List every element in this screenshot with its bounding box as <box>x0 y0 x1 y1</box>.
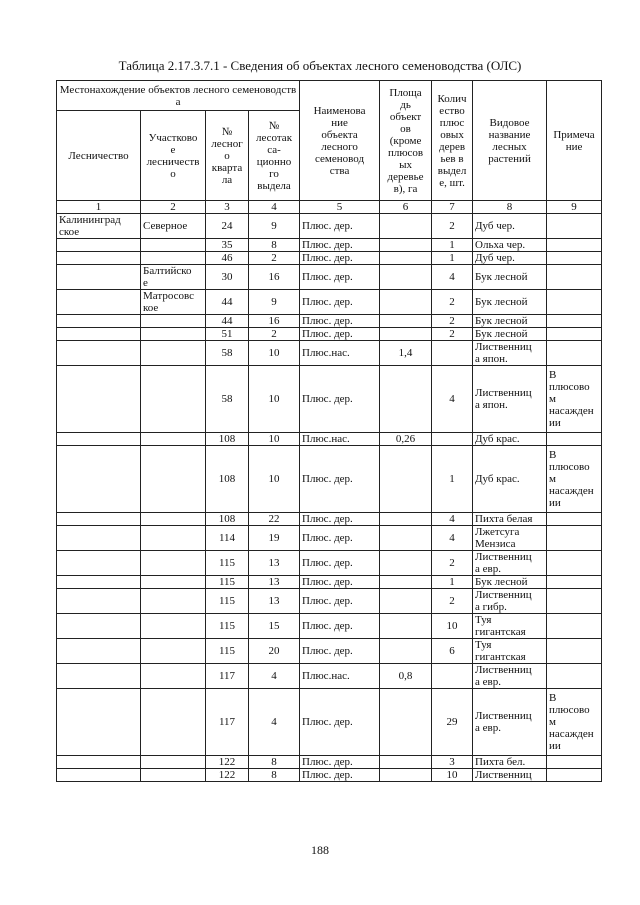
count-cell: 2 <box>432 551 473 576</box>
object-name-cell: Плюс. дер. <box>300 366 380 433</box>
count-cell: 1 <box>432 239 473 252</box>
column-number: 6 <box>380 201 432 214</box>
column-number: 5 <box>300 201 380 214</box>
note-cell <box>547 315 602 328</box>
area-cell <box>380 513 432 526</box>
area-cell <box>380 265 432 290</box>
count-cell: 3 <box>432 756 473 769</box>
lesnichestvo-cell <box>57 252 141 265</box>
uchastkovoe-cell <box>141 433 206 446</box>
object-name-cell: Плюс. дер. <box>300 576 380 589</box>
table-row <box>57 756 602 769</box>
species-cell: Туя гигантская <box>473 614 547 639</box>
seed-objects-table <box>56 80 602 782</box>
header-object-name: Наименова ние объекта лесного семеновод ства <box>300 81 380 201</box>
note-cell <box>547 239 602 252</box>
lesnichestvo-cell <box>57 576 141 589</box>
vydel-cell: 13 <box>249 576 300 589</box>
table-title: Таблица 2.17.3.7.1 - Сведения об объектах лесного семеноводства (ОЛС) <box>118 58 522 73</box>
uchastkovoe-cell <box>141 756 206 769</box>
object-name-cell: Плюс. дер. <box>300 446 380 513</box>
header-species: Видовое название лесных растений <box>473 81 547 201</box>
vydel-cell: 10 <box>249 433 300 446</box>
lesnichestvo-cell <box>57 341 141 366</box>
count-cell: 10 <box>432 614 473 639</box>
header-kvartal: № лесног о кварта ла <box>206 111 249 201</box>
uchastkovoe-cell <box>141 664 206 689</box>
vydel-cell: 16 <box>249 265 300 290</box>
kvartal-cell: 58 <box>206 341 249 366</box>
uchastkovoe-cell <box>141 689 206 756</box>
table-row <box>57 689 602 756</box>
area-cell <box>380 769 432 782</box>
species-cell: Пихта бел. <box>473 756 547 769</box>
table-row <box>57 769 602 782</box>
uchastkovoe-cell: Балтийско е <box>141 265 206 290</box>
kvartal-cell: 35 <box>206 239 249 252</box>
area-cell <box>380 639 432 664</box>
area-cell <box>380 551 432 576</box>
vydel-cell: 8 <box>249 756 300 769</box>
area-cell <box>380 576 432 589</box>
note-cell <box>547 290 602 315</box>
table-row <box>57 576 602 589</box>
note-cell <box>547 639 602 664</box>
lesnichestvo-cell: Калининград ское <box>57 214 141 239</box>
uchastkovoe-cell <box>141 589 206 614</box>
count-cell: 2 <box>432 328 473 341</box>
table-row <box>57 446 602 513</box>
vydel-cell: 10 <box>249 446 300 513</box>
vydel-cell: 10 <box>249 366 300 433</box>
uchastkovoe-cell <box>141 328 206 341</box>
header-uchastkovoe: Участково е лесничеств о <box>141 111 206 201</box>
lesnichestvo-cell <box>57 513 141 526</box>
table-row <box>57 526 602 551</box>
note-cell <box>547 589 602 614</box>
count-cell: 1 <box>432 446 473 513</box>
uchastkovoe-cell <box>141 769 206 782</box>
count-cell: 4 <box>432 526 473 551</box>
object-name-cell: Плюс. дер. <box>300 252 380 265</box>
header-location-group: Местонахождение объектов лесного семеноводства <box>57 81 300 111</box>
vydel-cell: 19 <box>249 526 300 551</box>
table-row <box>57 589 602 614</box>
count-cell <box>432 341 473 366</box>
kvartal-cell: 44 <box>206 315 249 328</box>
note-cell <box>547 551 602 576</box>
count-cell: 2 <box>432 589 473 614</box>
area-cell <box>380 239 432 252</box>
column-number: 2 <box>141 201 206 214</box>
kvartal-cell: 115 <box>206 576 249 589</box>
area-cell <box>380 589 432 614</box>
object-name-cell: Плюс. дер. <box>300 551 380 576</box>
object-name-cell: Плюс. дер. <box>300 614 380 639</box>
note-cell <box>547 769 602 782</box>
object-name-cell: Плюс. дер. <box>300 214 380 239</box>
kvartal-cell: 115 <box>206 614 249 639</box>
uchastkovoe-cell <box>141 315 206 328</box>
count-cell <box>432 433 473 446</box>
column-number: 1 <box>57 201 141 214</box>
lesnichestvo-cell <box>57 526 141 551</box>
table-row <box>57 614 602 639</box>
kvartal-cell: 24 <box>206 214 249 239</box>
uchastkovoe-cell <box>141 341 206 366</box>
species-cell: Пихта белая <box>473 513 547 526</box>
note-cell: В плюсово м насажден ии <box>547 689 602 756</box>
note-cell <box>547 433 602 446</box>
note-cell <box>547 265 602 290</box>
species-cell: Лиственниц а евр. <box>473 551 547 576</box>
count-cell: 2 <box>432 214 473 239</box>
table-row <box>57 366 602 433</box>
note-cell <box>547 513 602 526</box>
vydel-cell: 4 <box>249 689 300 756</box>
lesnichestvo-cell <box>57 756 141 769</box>
uchastkovoe-cell <box>141 614 206 639</box>
object-name-cell: Плюс. дер. <box>300 756 380 769</box>
table-body <box>57 214 602 782</box>
column-number: 4 <box>249 201 300 214</box>
table-row <box>57 513 602 526</box>
species-cell: Ольха чер. <box>473 239 547 252</box>
note-cell <box>547 664 602 689</box>
count-cell: 2 <box>432 290 473 315</box>
column-number: 8 <box>473 201 547 214</box>
uchastkovoe-cell <box>141 446 206 513</box>
lesnichestvo-cell <box>57 614 141 639</box>
note-cell <box>547 214 602 239</box>
lesnichestvo-cell <box>57 265 141 290</box>
area-cell <box>380 526 432 551</box>
lesnichestvo-cell <box>57 446 141 513</box>
count-cell: 4 <box>432 366 473 433</box>
column-number: 3 <box>206 201 249 214</box>
object-name-cell: Плюс. дер. <box>300 265 380 290</box>
vydel-cell: 8 <box>249 769 300 782</box>
uchastkovoe-cell <box>141 239 206 252</box>
count-cell <box>432 664 473 689</box>
count-cell: 4 <box>432 513 473 526</box>
table-row <box>57 341 602 366</box>
uchastkovoe-cell: Матросовс кое <box>141 290 206 315</box>
vydel-cell: 13 <box>249 589 300 614</box>
object-name-cell: Плюс. дер. <box>300 589 380 614</box>
species-cell: Дуб чер. <box>473 252 547 265</box>
area-cell <box>380 214 432 239</box>
note-cell <box>547 252 602 265</box>
count-cell: 2 <box>432 315 473 328</box>
kvartal-cell: 117 <box>206 689 249 756</box>
column-numbers-row <box>57 201 602 214</box>
count-cell: 10 <box>432 769 473 782</box>
count-cell: 1 <box>432 576 473 589</box>
kvartal-cell: 122 <box>206 756 249 769</box>
header-count: Колич ество плюс овых дерев ьев в выдел е, шт. <box>432 81 473 201</box>
area-cell: 1,4 <box>380 341 432 366</box>
species-cell: Дуб чер. <box>473 214 547 239</box>
note-cell <box>547 756 602 769</box>
kvartal-cell: 58 <box>206 366 249 433</box>
table-row <box>57 214 602 239</box>
count-cell: 4 <box>432 265 473 290</box>
object-name-cell: Плюс. дер. <box>300 639 380 664</box>
species-cell: Лиственниц а япон. <box>473 341 547 366</box>
table-row <box>57 328 602 341</box>
lesnichestvo-cell <box>57 769 141 782</box>
lesnichestvo-cell <box>57 315 141 328</box>
area-cell <box>380 328 432 341</box>
object-name-cell: Плюс.нас. <box>300 341 380 366</box>
vydel-cell: 16 <box>249 315 300 328</box>
species-cell: Бук лесной <box>473 328 547 341</box>
species-cell: Дуб крас. <box>473 446 547 513</box>
header-note: Примеча ние <box>547 81 602 201</box>
page-number: 188 <box>311 843 329 857</box>
kvartal-cell: 51 <box>206 328 249 341</box>
kvartal-cell: 30 <box>206 265 249 290</box>
note-cell <box>547 328 602 341</box>
species-cell: Туя гигантская <box>473 639 547 664</box>
uchastkovoe-cell <box>141 576 206 589</box>
species-cell: Бук лесной <box>473 290 547 315</box>
species-cell: Лиственниц а гибр. <box>473 589 547 614</box>
object-name-cell: Плюс. дер. <box>300 513 380 526</box>
note-cell <box>547 526 602 551</box>
column-number: 7 <box>432 201 473 214</box>
object-name-cell: Плюс.нас. <box>300 433 380 446</box>
uchastkovoe-cell <box>141 513 206 526</box>
vydel-cell: 13 <box>249 551 300 576</box>
species-cell: Лиственниц а япон. <box>473 366 547 433</box>
uchastkovoe-cell <box>141 639 206 664</box>
species-cell: Лиственниц а евр. <box>473 664 547 689</box>
uchastkovoe-cell <box>141 551 206 576</box>
vydel-cell: 2 <box>249 328 300 341</box>
area-cell: 0,8 <box>380 664 432 689</box>
note-cell <box>547 341 602 366</box>
lesnichestvo-cell <box>57 366 141 433</box>
object-name-cell: Плюс. дер. <box>300 239 380 252</box>
object-name-cell: Плюс. дер. <box>300 689 380 756</box>
table-row <box>57 252 602 265</box>
object-name-cell: Плюс. дер. <box>300 290 380 315</box>
species-cell: Бук лесной <box>473 265 547 290</box>
area-cell <box>380 290 432 315</box>
kvartal-cell: 114 <box>206 526 249 551</box>
vydel-cell: 9 <box>249 290 300 315</box>
table-row <box>57 265 602 290</box>
lesnichestvo-cell <box>57 328 141 341</box>
species-cell: Бук лесной <box>473 576 547 589</box>
area-cell <box>380 315 432 328</box>
area-cell <box>380 689 432 756</box>
vydel-cell: 15 <box>249 614 300 639</box>
lesnichestvo-cell <box>57 689 141 756</box>
vydel-cell: 22 <box>249 513 300 526</box>
lesnichestvo-cell <box>57 290 141 315</box>
count-cell: 1 <box>432 252 473 265</box>
area-cell <box>380 252 432 265</box>
species-cell: Лиственниц а евр. <box>473 689 547 756</box>
vydel-cell: 2 <box>249 252 300 265</box>
species-cell: Лжетсуга Мензиса <box>473 526 547 551</box>
kvartal-cell: 122 <box>206 769 249 782</box>
header-lesnichestvo: Лесничество <box>57 111 141 201</box>
uchastkovoe-cell: Северное <box>141 214 206 239</box>
lesnichestvo-cell <box>57 664 141 689</box>
species-cell: Дуб крас. <box>473 433 547 446</box>
lesnichestvo-cell <box>57 551 141 576</box>
count-cell: 29 <box>432 689 473 756</box>
table-row <box>57 315 602 328</box>
vydel-cell: 8 <box>249 239 300 252</box>
vydel-cell: 4 <box>249 664 300 689</box>
column-number: 9 <box>547 201 602 214</box>
uchastkovoe-cell <box>141 252 206 265</box>
species-cell: Лиственниц <box>473 769 547 782</box>
object-name-cell: Плюс.нас. <box>300 664 380 689</box>
kvartal-cell: 115 <box>206 551 249 576</box>
species-cell: Бук лесной <box>473 315 547 328</box>
area-cell: 0,26 <box>380 433 432 446</box>
lesnichestvo-cell <box>57 639 141 664</box>
table-row <box>57 290 602 315</box>
object-name-cell: Плюс. дер. <box>300 315 380 328</box>
kvartal-cell: 46 <box>206 252 249 265</box>
kvartal-cell: 108 <box>206 446 249 513</box>
vydel-cell: 9 <box>249 214 300 239</box>
lesnichestvo-cell <box>57 239 141 252</box>
header-vydel: № лесотак са- ционно го выдела <box>249 111 300 201</box>
note-cell <box>547 614 602 639</box>
kvartal-cell: 115 <box>206 639 249 664</box>
lesnichestvo-cell <box>57 589 141 614</box>
kvartal-cell: 44 <box>206 290 249 315</box>
vydel-cell: 20 <box>249 639 300 664</box>
lesnichestvo-cell <box>57 433 141 446</box>
uchastkovoe-cell <box>141 526 206 551</box>
area-cell <box>380 756 432 769</box>
object-name-cell: Плюс. дер. <box>300 328 380 341</box>
note-cell <box>547 576 602 589</box>
table-row <box>57 664 602 689</box>
kvartal-cell: 115 <box>206 589 249 614</box>
count-cell: 6 <box>432 639 473 664</box>
table-row <box>57 239 602 252</box>
table-row <box>57 639 602 664</box>
object-name-cell: Плюс. дер. <box>300 526 380 551</box>
kvartal-cell: 108 <box>206 433 249 446</box>
vydel-cell: 10 <box>249 341 300 366</box>
area-cell <box>380 614 432 639</box>
table-row <box>57 551 602 576</box>
object-name-cell: Плюс. дер. <box>300 769 380 782</box>
area-cell <box>380 366 432 433</box>
note-cell: В плюсово м насажден ии <box>547 366 602 433</box>
kvartal-cell: 108 <box>206 513 249 526</box>
uchastkovoe-cell <box>141 366 206 433</box>
kvartal-cell: 117 <box>206 664 249 689</box>
area-cell <box>380 446 432 513</box>
header-area: Площа дь объект ов (кроме плюсов ых деревье в), га <box>380 81 432 201</box>
note-cell: В плюсово м насажден ии <box>547 446 602 513</box>
table-row <box>57 433 602 446</box>
